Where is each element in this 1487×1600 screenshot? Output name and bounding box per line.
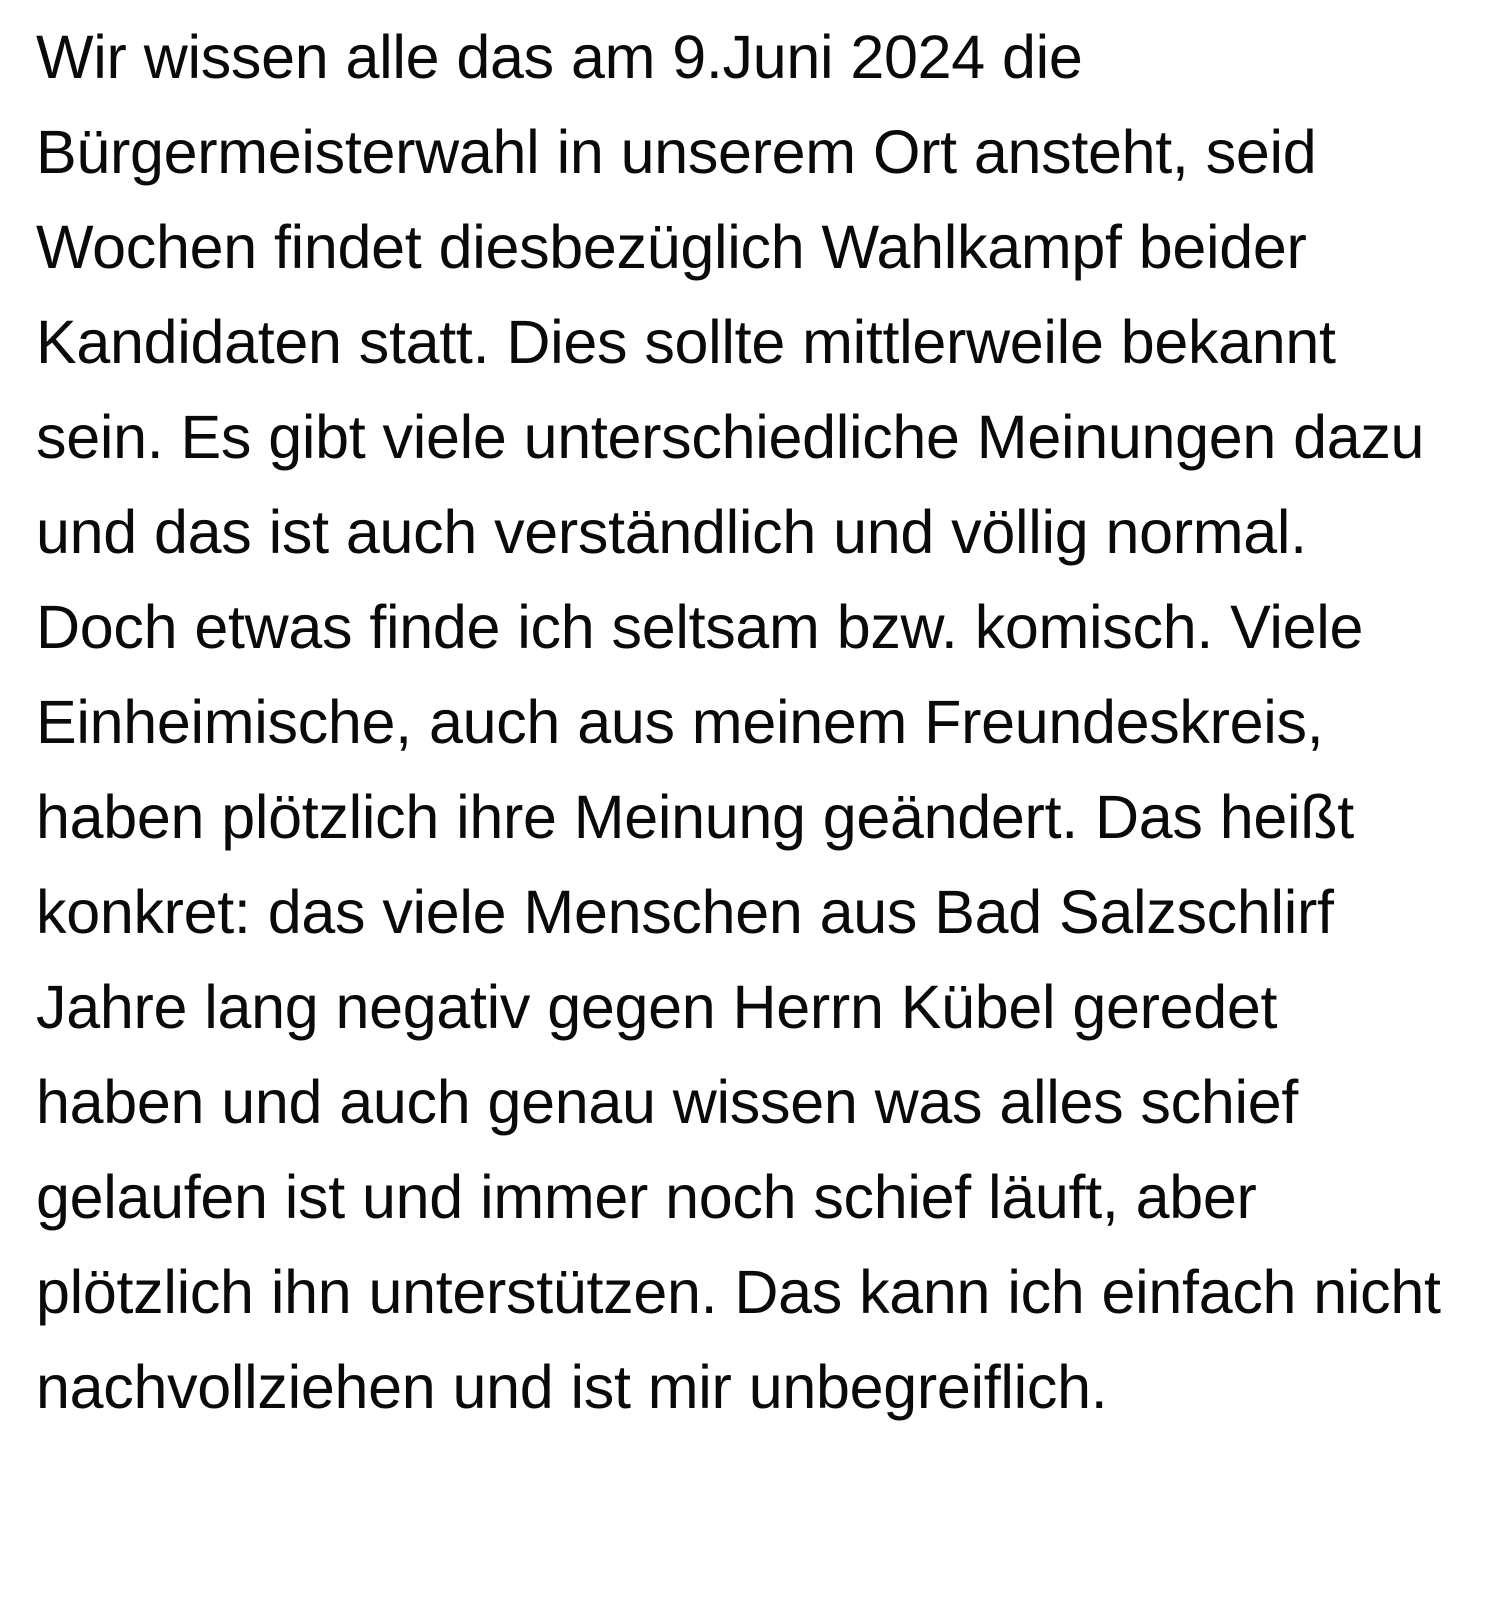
post-body-text: Wir wissen alle das am 9.Juni 2024 die Bürgermeisterwahl in unserem Ort ansteht, seid Wochen findet diesbezüglich Wahlkampf beider Kandidaten statt. Dies sollte mittlerweile bekannt sein. Es gibt viele unterschiedliche Meinungen dazu und das ist auch verständlich und völlig normal. Doch etwas finde ich seltsam bzw. komisch. Viele Einheimische, auch aus meinem Freundeskreis, haben plötzlich ihre Meinung geändert. Das heißt konkret: das viele Menschen aus Bad Salzschlirf Jahre lang negativ gegen Herrn Kübel geredet haben und auch genau wissen was alles schief gelaufen ist und immer noch schief läuft, aber plötzlich ihn unterstützen. Das kann ich einfach nicht nachvollziehen und ist mir unbegreiflich.: [36, 23, 1458, 1421]
